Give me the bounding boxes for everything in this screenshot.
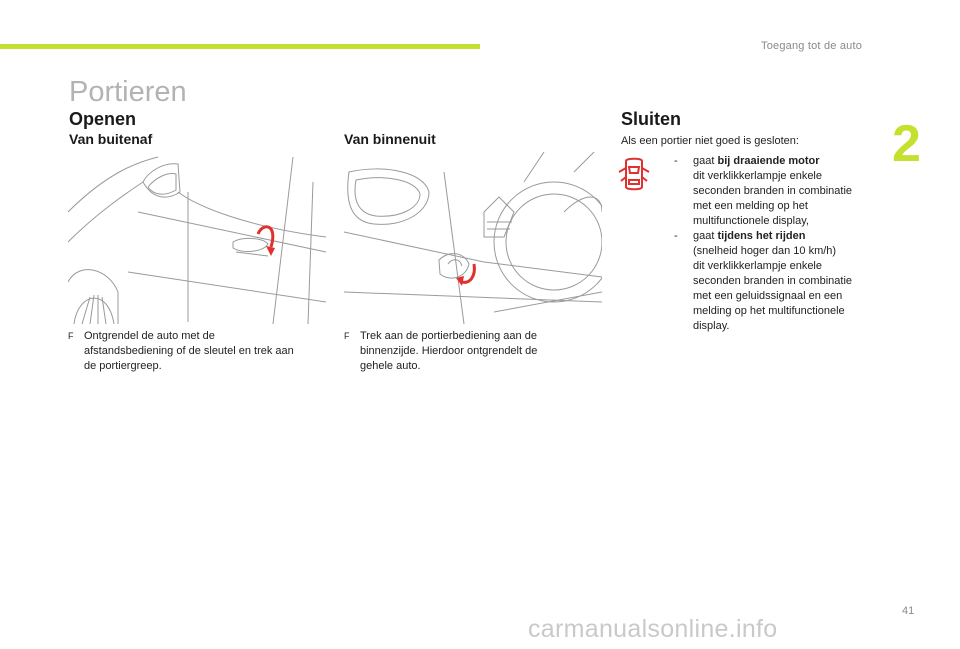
- condition-item-engine-running: [674, 154, 884, 229]
- bullet-van-binnenuit: [344, 329, 604, 377]
- bullet-line: de portiergreep.: [84, 360, 162, 372]
- bullet-line: Ontgrendel de auto met de: [84, 330, 215, 342]
- bullet-line: Trek aan de portierbediening aan de: [360, 330, 537, 342]
- page-number: 41: [902, 605, 915, 617]
- bullet-marker: F: [68, 331, 74, 341]
- bullet-line: afstandsbediening of de sleutel en trek aan: [84, 345, 294, 357]
- bullet-marker: F: [344, 331, 350, 341]
- condition-line: seconden branden in combinatie: [693, 275, 853, 287]
- watermark: carmanualsonline.info: [528, 615, 778, 643]
- condition-line: seconden branden in combinatie: [693, 185, 853, 197]
- interior-door-handle-illustration: [344, 152, 602, 324]
- section-heading-sluiten: Sluiten: [621, 109, 682, 129]
- condition-bold: tijdens het rijden: [717, 230, 806, 242]
- bullet-line: gehele auto.: [360, 360, 421, 372]
- chapter-header-title: Toegang tot de auto: [761, 40, 863, 52]
- sluiten-intro: Als een portier niet goed is gesloten:: [621, 135, 799, 147]
- condition-line: multifunctionele display,: [693, 215, 809, 227]
- condition-prefix: gaat: [693, 155, 718, 167]
- sluiten-conditions-list: [674, 154, 884, 334]
- dash-marker: -: [674, 155, 678, 167]
- chapter-number: 2: [892, 115, 921, 173]
- exterior-door-handle-illustration: [68, 152, 326, 324]
- condition-item-driving: [674, 229, 884, 334]
- condition-line: display.: [693, 320, 730, 332]
- chapter-accent-bar: [0, 44, 480, 49]
- bullet-text: [360, 329, 537, 374]
- condition-line: (snelheid hoger dan 10 km/h): [693, 245, 837, 257]
- condition-line: met een melding op het: [693, 200, 808, 212]
- page-title: Portieren: [69, 76, 187, 108]
- dash-marker: -: [674, 230, 678, 242]
- condition-line: met een geluidssignaal en een: [693, 290, 843, 302]
- bullet-text: [84, 329, 294, 374]
- condition-line: melding op het multifunctionele: [693, 305, 845, 317]
- subheading-van-binnenuit: Van binnenuit: [344, 131, 436, 147]
- subheading-van-buitenaf: Van buitenaf: [69, 131, 153, 147]
- bullet-van-buitenaf: [68, 329, 328, 377]
- condition-line: dit verklikkerlampje enkele: [693, 170, 822, 182]
- section-heading-openen: Openen: [69, 109, 137, 129]
- door-open-warning-icon: [617, 156, 651, 192]
- condition-prefix: gaat: [693, 230, 718, 242]
- condition-bold: bij draaiende motor: [717, 155, 820, 167]
- condition-line: dit verklikkerlampje enkele: [693, 260, 822, 272]
- bullet-line: binnenzijde. Hierdoor ontgrendelt de: [360, 345, 538, 357]
